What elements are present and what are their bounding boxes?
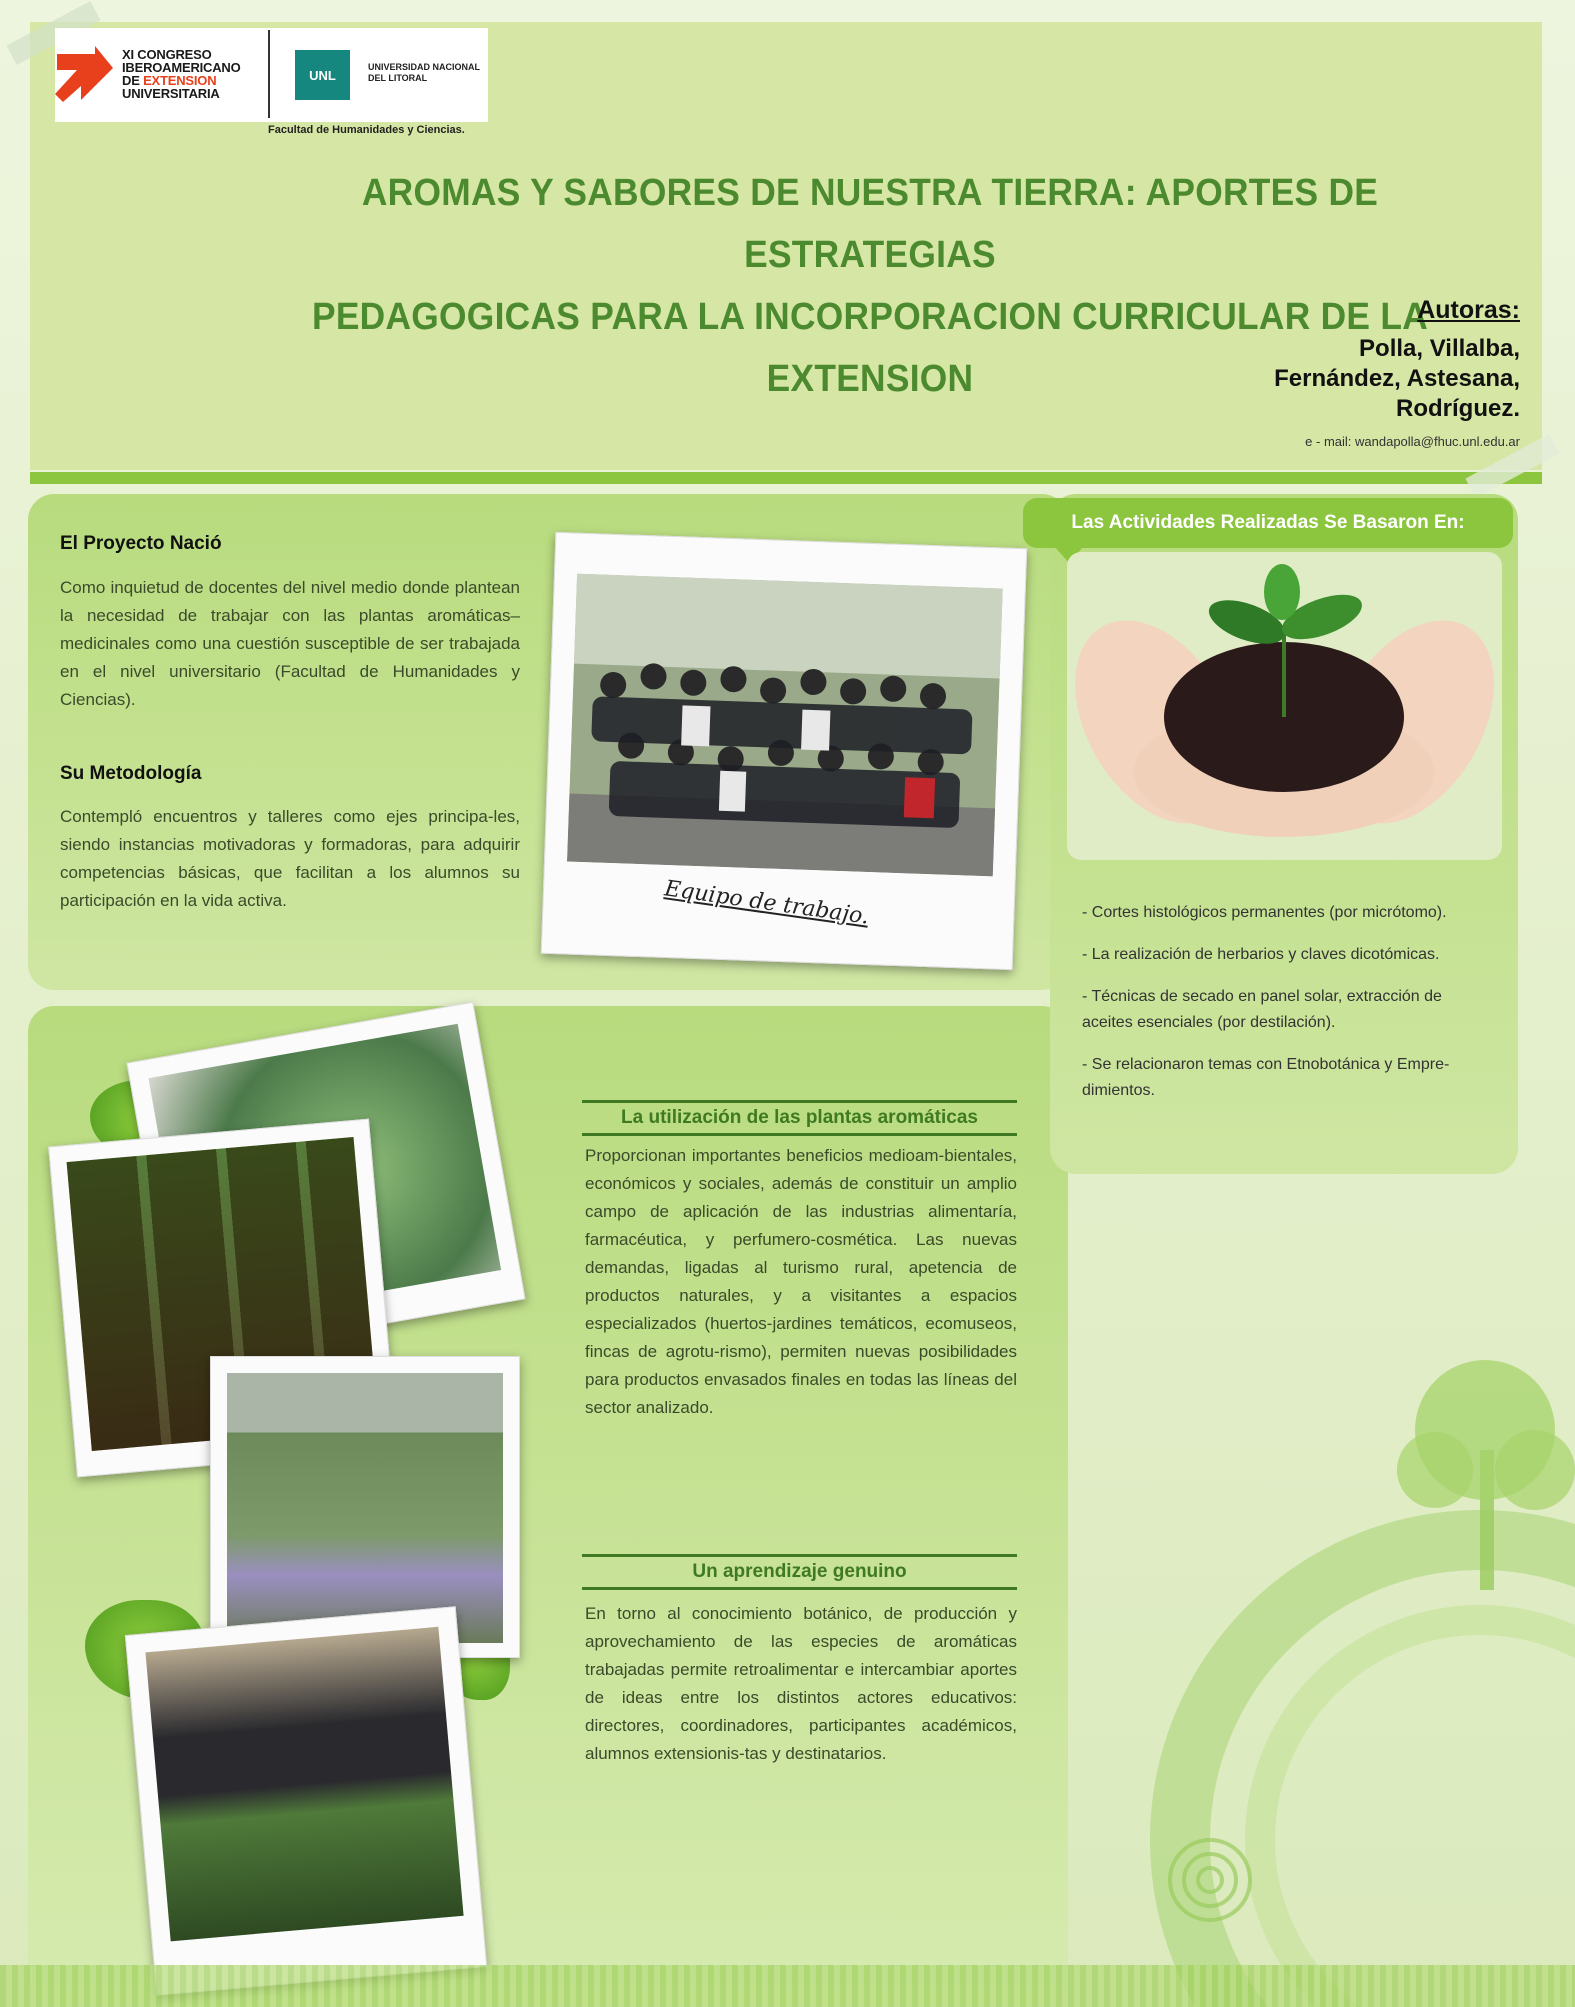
- activities-list: [1082, 900, 1487, 1120]
- project-text: Como inquietud de docentes del nivel medio donde plantean la necesidad de trabajar con las plantas aromáticas–medicinales como una cuestión susceptible de ser trabajada en el nivel universitario (Facultad de Humanidades y Ciencias).: [60, 578, 520, 709]
- team-photo-caption: Equipo de trabajo.: [662, 876, 871, 930]
- learning-section: [582, 1554, 1017, 1590]
- learning-heading: Un aprendizaje genuino: [582, 1554, 1017, 1590]
- uses-heading: La utilización de las plantas aromáticas: [582, 1100, 1017, 1136]
- project-heading: El Proyecto Nació: [60, 533, 222, 554]
- seedling-image: [1067, 552, 1502, 860]
- lavender-photo-frame: [210, 1356, 520, 1658]
- logo-divider: [268, 30, 270, 118]
- list-item: - Se relacionaron temas con Etnobotánica y Empre-dimientos.: [1082, 1056, 1450, 1099]
- methodology-text: Contempló encuentros y talleres como ejes principa-les, siendo instancias motivadoras y formadoras, para adquirir competencias básicas, que facilitan a los alumnos su participación en la vida activa.: [60, 807, 520, 910]
- lavender-photo: [227, 1373, 503, 1643]
- students-photo-frame: [125, 1606, 487, 1996]
- unl-logo: UNL: [295, 50, 350, 100]
- students-photo: [145, 1627, 463, 1942]
- authors-names: Polla, Villalba, Fernández, Astesana, Rodríguez.: [1274, 335, 1520, 422]
- learning-text: En torno al conocimiento botánico, de producción y aprovechamiento de las especies de aromáticas trabajadas permite retroalimentar e intercambiar aportes de ideas entre los distintos actores educativos: directores, coordinadores, participantes académicos, alumnos extensionis-tas y destinatarios.: [585, 1604, 1017, 1763]
- team-photo-frame: [541, 532, 1027, 970]
- list-item: - La realización de herbarios y claves dicotómicas.: [1082, 946, 1440, 963]
- header-divider: [30, 472, 1542, 484]
- authors-label: Autoras:: [1417, 296, 1520, 324]
- contact-email: e - mail: wandapolla@fhuc.unl.edu.ar: [1305, 434, 1520, 449]
- list-item: - Cortes histológicos permanentes (por micrótomo).: [1082, 904, 1447, 921]
- uses-section: [582, 1100, 1017, 1136]
- congress-logo-text: XI CONGRESO IBEROAMERICANO DE EXTENSION UNIVERSITARIA: [122, 47, 241, 101]
- faculty-label: Facultad de Humanidades y Ciencias.: [268, 124, 465, 136]
- congress-arrow-icon: [55, 46, 115, 104]
- poster-title: AROMAS Y SABORES DE NUESTRA TIERRA: APORTES DE ESTRATEGIAS PEDAGOGICAS PARA LA INCORPORACION CURRICULAR DE LA EXTENSION: [311, 172, 1429, 400]
- tree-decoration-icon: [1080, 1360, 1575, 2007]
- team-photo: [567, 574, 1003, 877]
- seedling-in-hands-icon: [1067, 552, 1502, 860]
- activities-heading: Las Actividades Realizadas Se Basaron En:: [1023, 498, 1513, 548]
- grass-decoration: [0, 1965, 1575, 2007]
- unl-logo-text: UNIVERSIDAD NACIONAL DEL LITORAL: [368, 62, 481, 83]
- uses-text: Proporcionan importantes beneficios medioam-bientales, económicos y sociales, además de constituir un amplio campo de aplicación de las industrias alimentaría, farmacéutica, y perfumero-cosmética. Las nuevas demandas, ligadas al turismo rural, apetencia de productos naturales, y a visitantes a espacios especializados (huertos-jardines temáticos, ecomuseos, fincas de agrotu-rismo), permiten nuevas posibilidades para productos envasados finales en todas las líneas del sector analizado.: [585, 1146, 1017, 1417]
- list-item: - Técnicas de secado en panel solar, extracción de aceites esenciales (por destilación).: [1082, 988, 1442, 1031]
- methodology-heading: Su Metodología: [60, 763, 202, 784]
